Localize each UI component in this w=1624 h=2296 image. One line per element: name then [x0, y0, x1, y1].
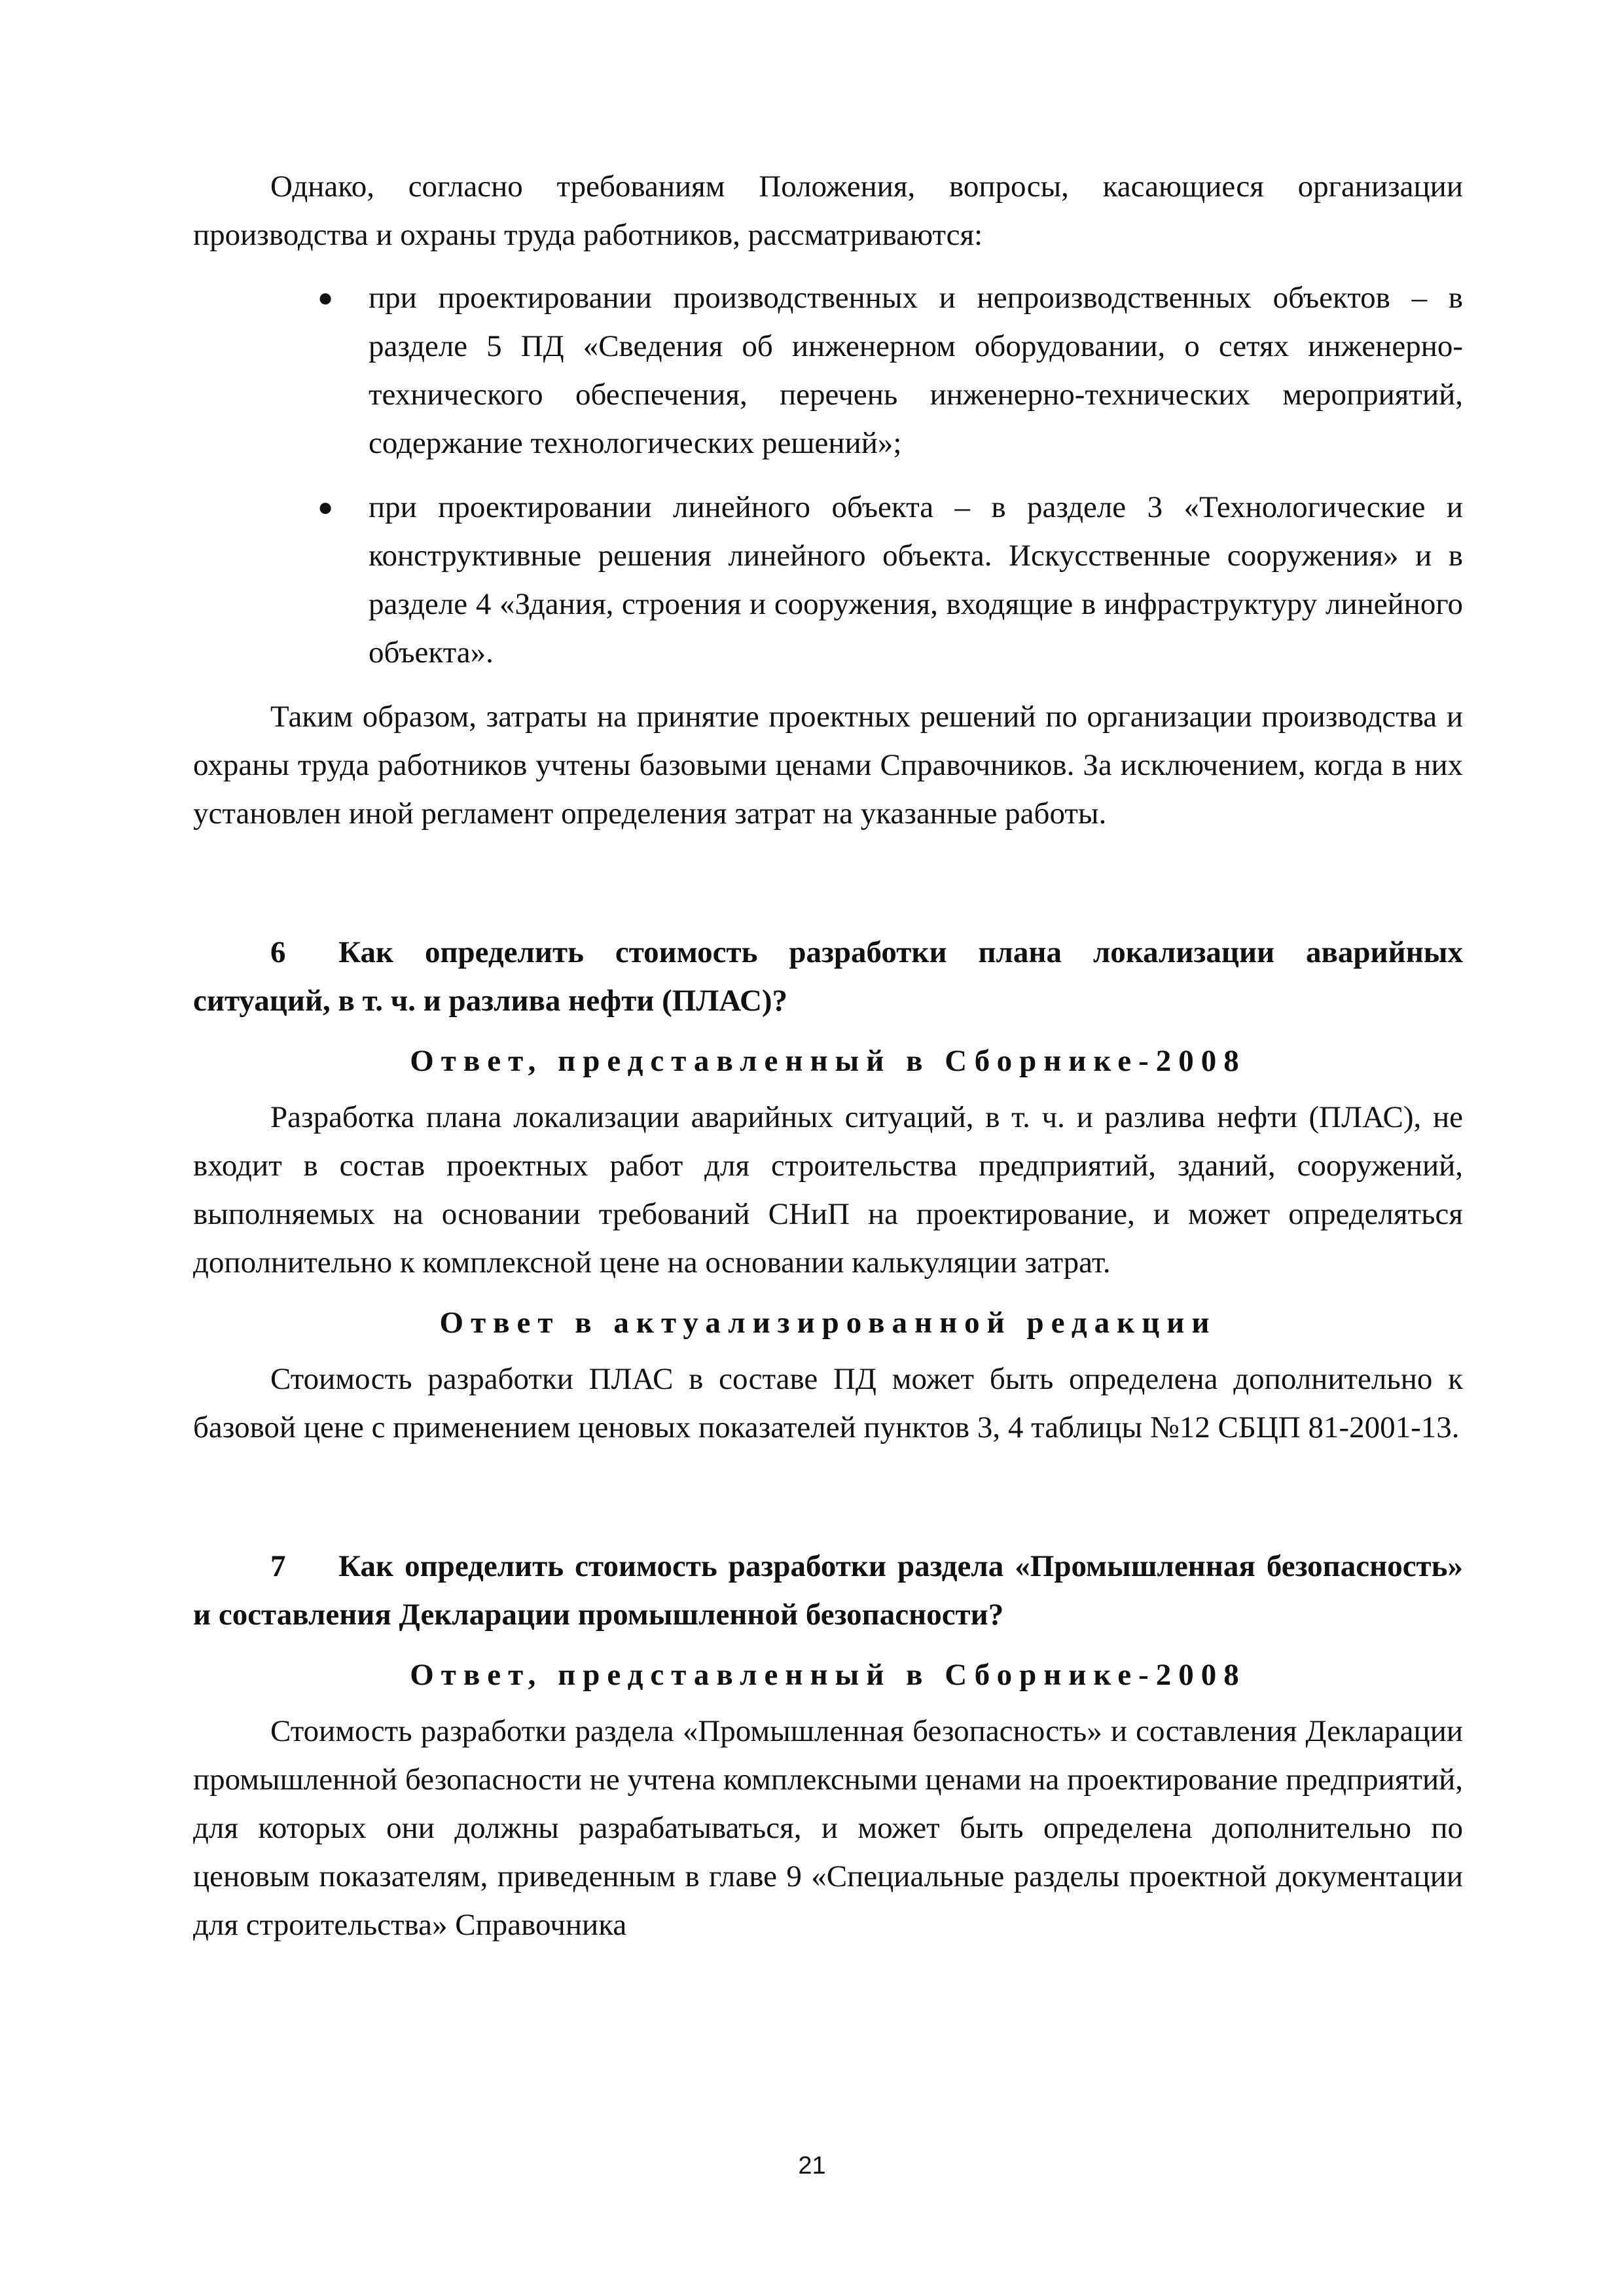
bullet-list — [193, 274, 1463, 677]
page-number: 21 — [798, 2152, 826, 2179]
intro-paragraph: Однако, согласно требованиям Положения, вопросы, касающиеся организации производства и охраны труда работников, рассматриваются: — [193, 170, 1463, 252]
answer-updated-text: Стоимость разработки ПЛАС в составе ПД может быть определена дополнительно к базовой цене с применением ценовых показателей пунктов 3, 4 таблицы №12 СБЦП 81-2001-13. — [193, 1362, 1463, 1444]
conclusion-paragraph: Таким образом, затраты на принятие проектных решений по организации производства и охраны труда работников учтены базовыми ценами Справочников. За исключением, когда в них установлен иной регламент определения затрат на указанные работы. — [193, 700, 1463, 831]
answer-2008-text: Стоимость разработки раздела «Промышленная безопасность» и составления Декларации промышленной безопасности не учтена комплексными ценами на проектирование предприятий, для которых они должны разрабатываться, и может быть определена дополнительно по ценовым показателям, приведенным в главе 9 «Специальные разделы проектной документации для строительства» Справочника — [193, 1714, 1463, 1942]
answer-2008-label: Ответ, представленный в Сборнике-2008 — [410, 1658, 1246, 1692]
answer-updated-label: Ответ в актуализированной редакции — [439, 1306, 1217, 1340]
section-question: Как определить стоимость разработки раздела «Промышленная безопасность» и составления Декларации промышленной безопасности? — [193, 1549, 1463, 1632]
bullet-icon: ● — [317, 283, 334, 312]
bullet-icon: ● — [317, 492, 334, 522]
section-6-heading — [193, 928, 1463, 1025]
section-7-heading — [193, 1542, 1463, 1639]
section-question: Как определить стоимость разработки плана локализации аварийных ситуаций, в т. ч. и разлива нефти (ПЛАС)? — [193, 935, 1463, 1018]
answer-2008-text: Разработка плана локализации аварийных ситуаций, в т. ч. и разлива нефти (ПЛАС), не входит в состав проектных работ для строительства предприятий, зданий, сооружений, выполняемых на основании требований СНиП на проектирование, и может определяться дополнительно к комплексной цене на основании калькуляции затрат. — [193, 1100, 1463, 1280]
list-item-text: при проектировании линейного объекта – в разделе 3 «Технологические и конструктивные решения линейного объекта. Искусственные сооружения» и в разделе 4 «Здания, строения и сооружения, входящие в инфраструктуру линейного объекта». — [369, 490, 1463, 670]
list-item — [193, 483, 1463, 677]
document-page — [193, 162, 1463, 1949]
section-number: 7 — [270, 1549, 286, 1583]
list-item-text: при проектировании производственных и непроизводственных объектов – в разделе 5 ПД «Сведения об инженерном оборудовании, о сетях инженерно-технического обеспечения, перечень инженерно-технических мероприятий, содержание технологических решений»; — [369, 281, 1463, 460]
list-item — [193, 274, 1463, 467]
section-number: 6 — [270, 935, 286, 969]
answer-2008-label: Ответ, представленный в Сборнике-2008 — [410, 1044, 1246, 1078]
